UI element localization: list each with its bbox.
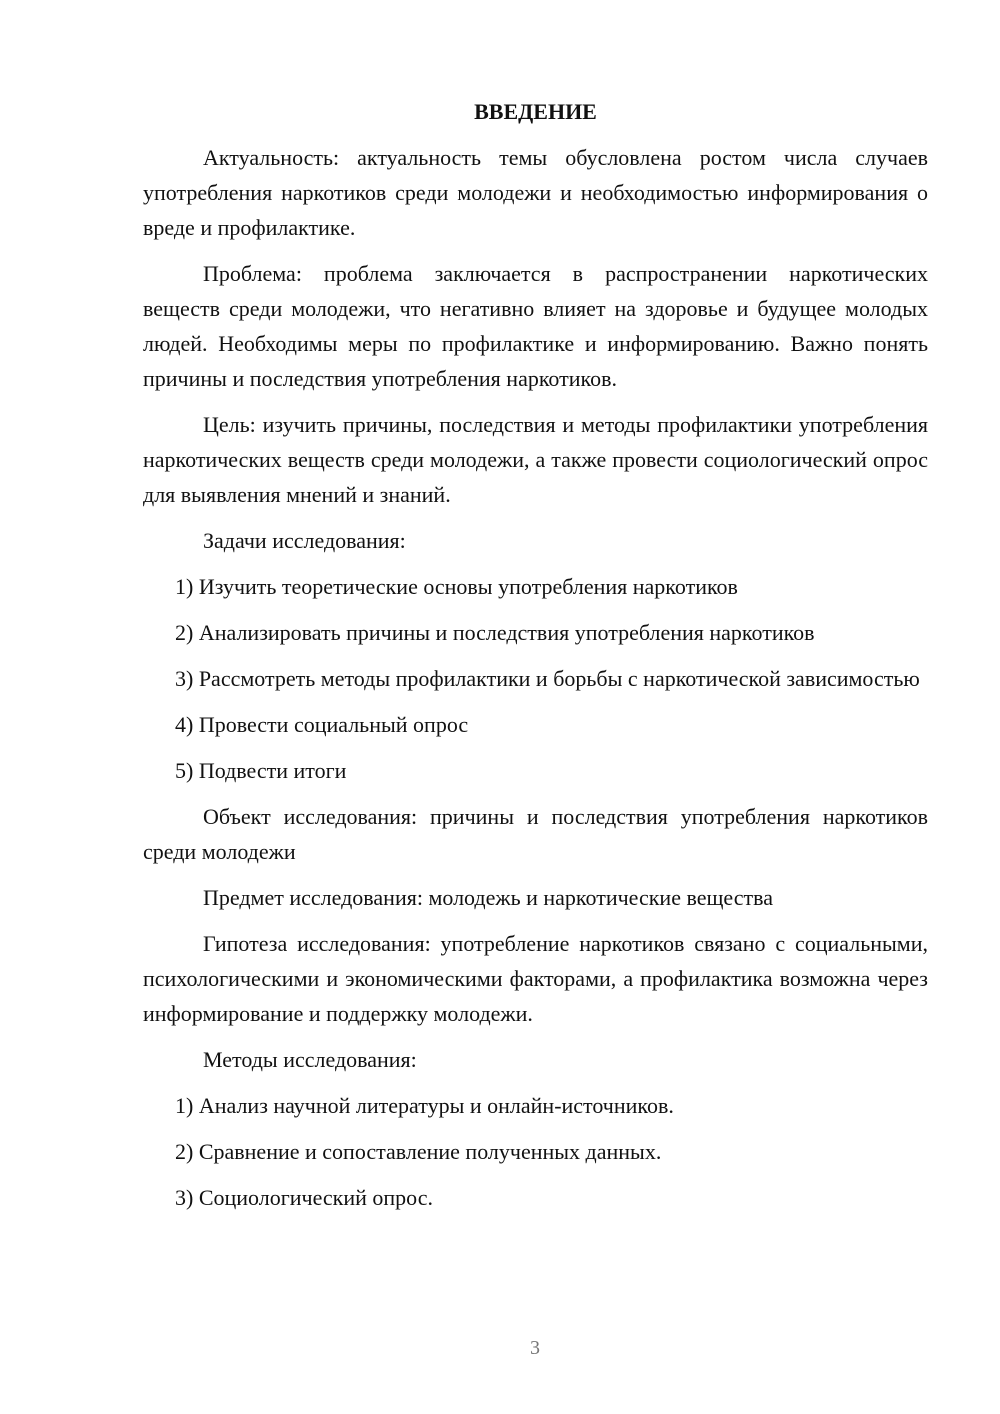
task-item-5: 5) Подвести итоги — [175, 758, 347, 783]
task-item-1: 1) Изучить теоретические основы употребления наркотиков — [175, 574, 738, 599]
problem-paragraph: Проблема: проблема заключается в распространении наркотических веществ среди молодежи, что негативно влияет на здоровье и будущее молодых людей. Необходимы меры по профилактике и информированию. Важно понять причины и последствия употребления наркотиков. — [143, 261, 928, 391]
method-item-3: 3) Социологический опрос. — [175, 1185, 433, 1210]
section-title: ВВЕДЕНИЕ — [474, 99, 597, 124]
object-paragraph: Объект исследования: причины и последствия употребления наркотиков среди молодежи — [143, 804, 928, 864]
tasks-heading: Задачи исследования: — [203, 528, 406, 553]
task-item-2: 2) Анализировать причины и последствия употребления наркотиков — [175, 620, 815, 645]
method-item-1: 1) Анализ научной литературы и онлайн-источников. — [175, 1093, 674, 1118]
task-item-3: 3) Рассмотреть методы профилактики и борьбы с наркотической зависимостью — [175, 666, 920, 691]
hypothesis-paragraph: Гипотеза исследования: употребление наркотиков связано с социальными, психологическими и экономическими факторами, а профилактика возможна через информирование и поддержку молодежи. — [143, 931, 928, 1026]
task-item-4: 4) Провести социальный опрос — [175, 712, 469, 737]
goal-paragraph: Цель: изучить причины, последствия и методы профилактики употребления наркотических веществ среди молодежи, а также провести социологический опрос для выявления мнений и знаний. — [143, 412, 928, 507]
page-content — [143, 94, 928, 1226]
method-item-2: 2) Сравнение и сопоставление полученных данных. — [175, 1139, 662, 1164]
subject-paragraph: Предмет исследования: молодежь и наркотические вещества — [203, 885, 773, 910]
relevance-paragraph: Актуальность: актуальность темы обусловлена ростом числа случаев употребления наркотиков среди молодежи и необходимостью информирования о вреде и профилактике. — [143, 145, 928, 240]
page-number: 3 — [530, 1337, 540, 1359]
methods-heading: Методы исследования: — [203, 1047, 417, 1072]
